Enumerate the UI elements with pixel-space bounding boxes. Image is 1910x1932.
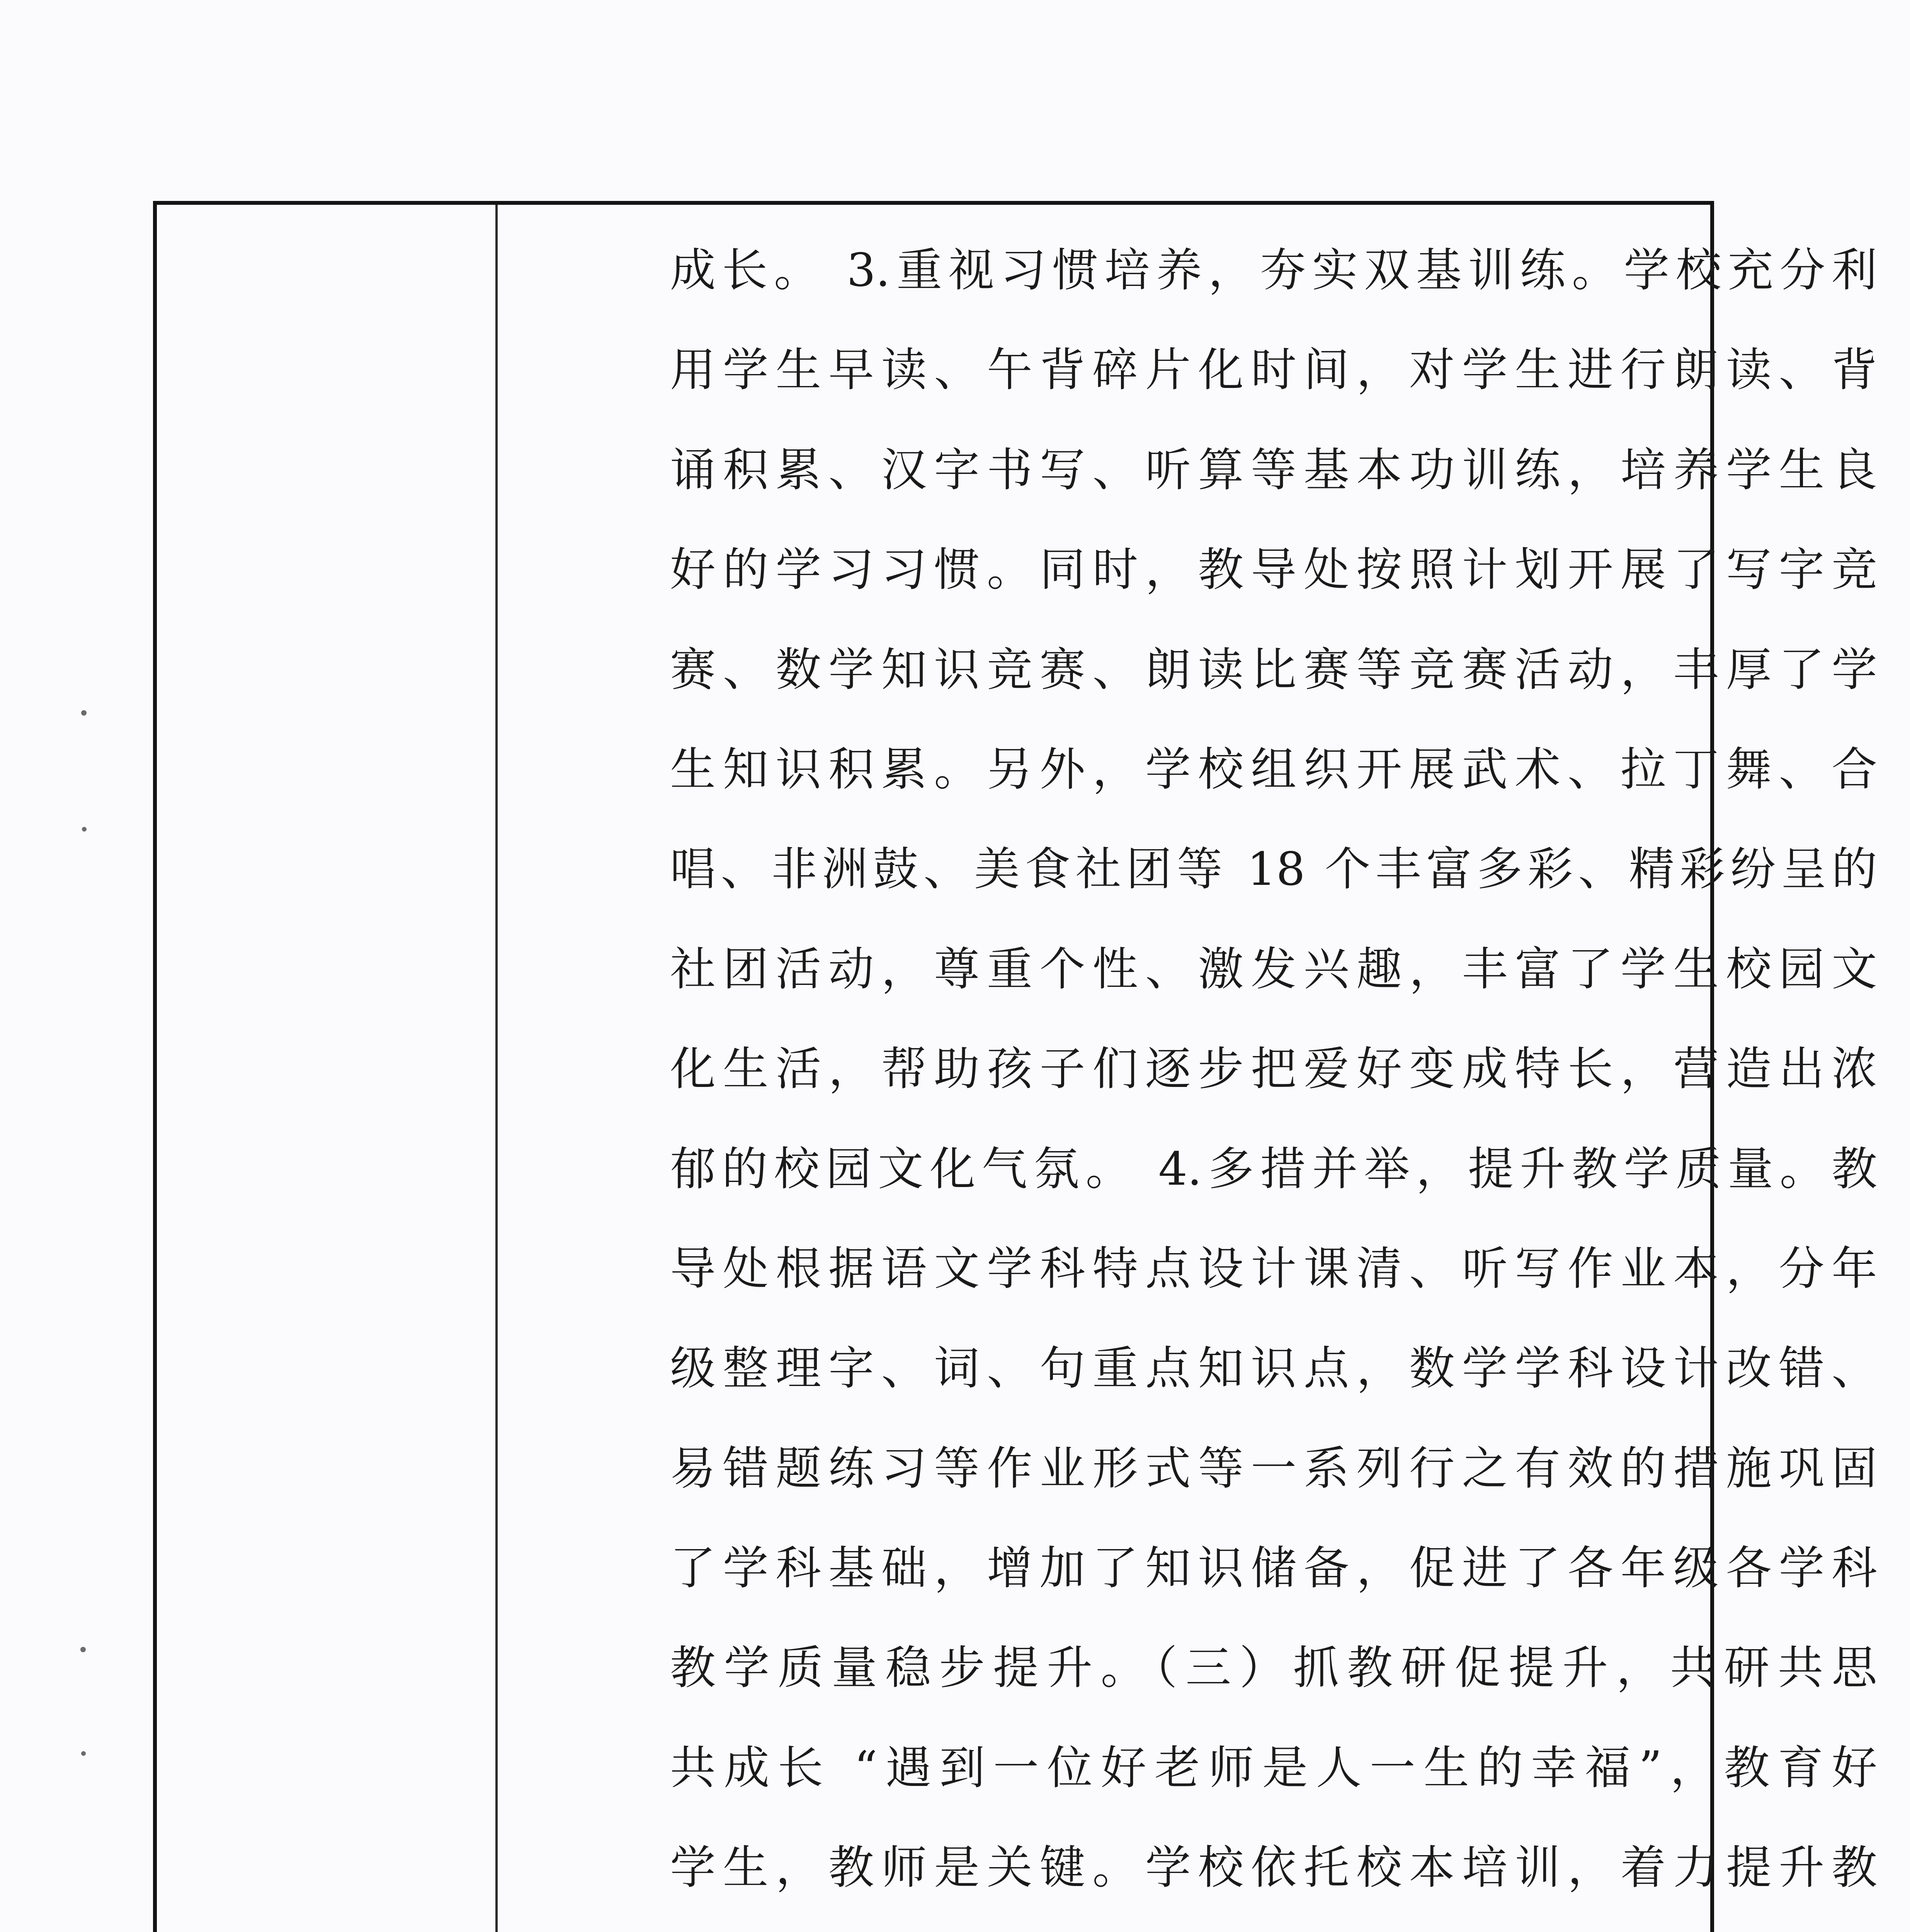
text-line: 级整理字、词、句重点知识点，数学学科设计改错、 [670, 1342, 1877, 1395]
scan-speck [80, 1647, 86, 1652]
scan-speck [81, 710, 87, 716]
text-line: 导处根据语文学科特点设计课清、听写作业本，分年 [670, 1242, 1877, 1295]
text-line: 社团活动，尊重个性、激发兴趣，丰富了学生校园文 [670, 942, 1877, 996]
text-line: 共成长 “遇到一位好老师是人一生的幸福”，教育好 [670, 1741, 1877, 1794]
table-label-cell [157, 205, 498, 1932]
text-line: 好的学习习惯。同时，教导处按照计划开展了写字竞 [670, 543, 1877, 597]
text-line: 学生，教师是关键。学校依托校本培训，着力提升教 [670, 1841, 1877, 1895]
scan-speck [81, 1751, 86, 1756]
scan-speck [82, 827, 87, 832]
text-line: 郁的校园文化气氛。 4.多措并举，提升教学质量。教 [670, 1142, 1877, 1196]
text-line: 易错题练习等作业形式等一系列行之有效的措施巩固 [670, 1441, 1877, 1495]
table-content-cell [500, 205, 1877, 1932]
text-line: 成长。 3.重视习惯培养，夯实双基训练。学校充分利 [670, 243, 1877, 297]
text-line: 了学科基础，增加了知识储备，促进了各年级各学科 [670, 1541, 1877, 1595]
form-table [153, 201, 1877, 1932]
text-line: 诵积累、汉字书写、听算等基本功训练，培养学生良 [670, 443, 1877, 497]
text-line: 赛、数学知识竞赛、朗读比赛等竞赛活动，丰厚了学 [670, 643, 1877, 696]
text-line: 化生活，帮助孩子们逐步把爱好变成特长，营造出浓 [670, 1042, 1877, 1096]
text-line: 教学质量稳步提升。（三）抓教研促提升，共研共思 [670, 1641, 1877, 1695]
text-line: 用学生早读、午背碎片化时间，对学生进行朗读、背 [670, 343, 1877, 397]
text-line: 生知识积累。另外，学校组织开展武术、拉丁舞、合 [670, 742, 1877, 796]
text-line [670, 1918, 1877, 1932]
text-line: 唱、非洲鼓、美食社团等 18 个丰富多彩、精彩纷呈的 [670, 842, 1877, 896]
body-paragraph [670, 205, 1877, 1932]
